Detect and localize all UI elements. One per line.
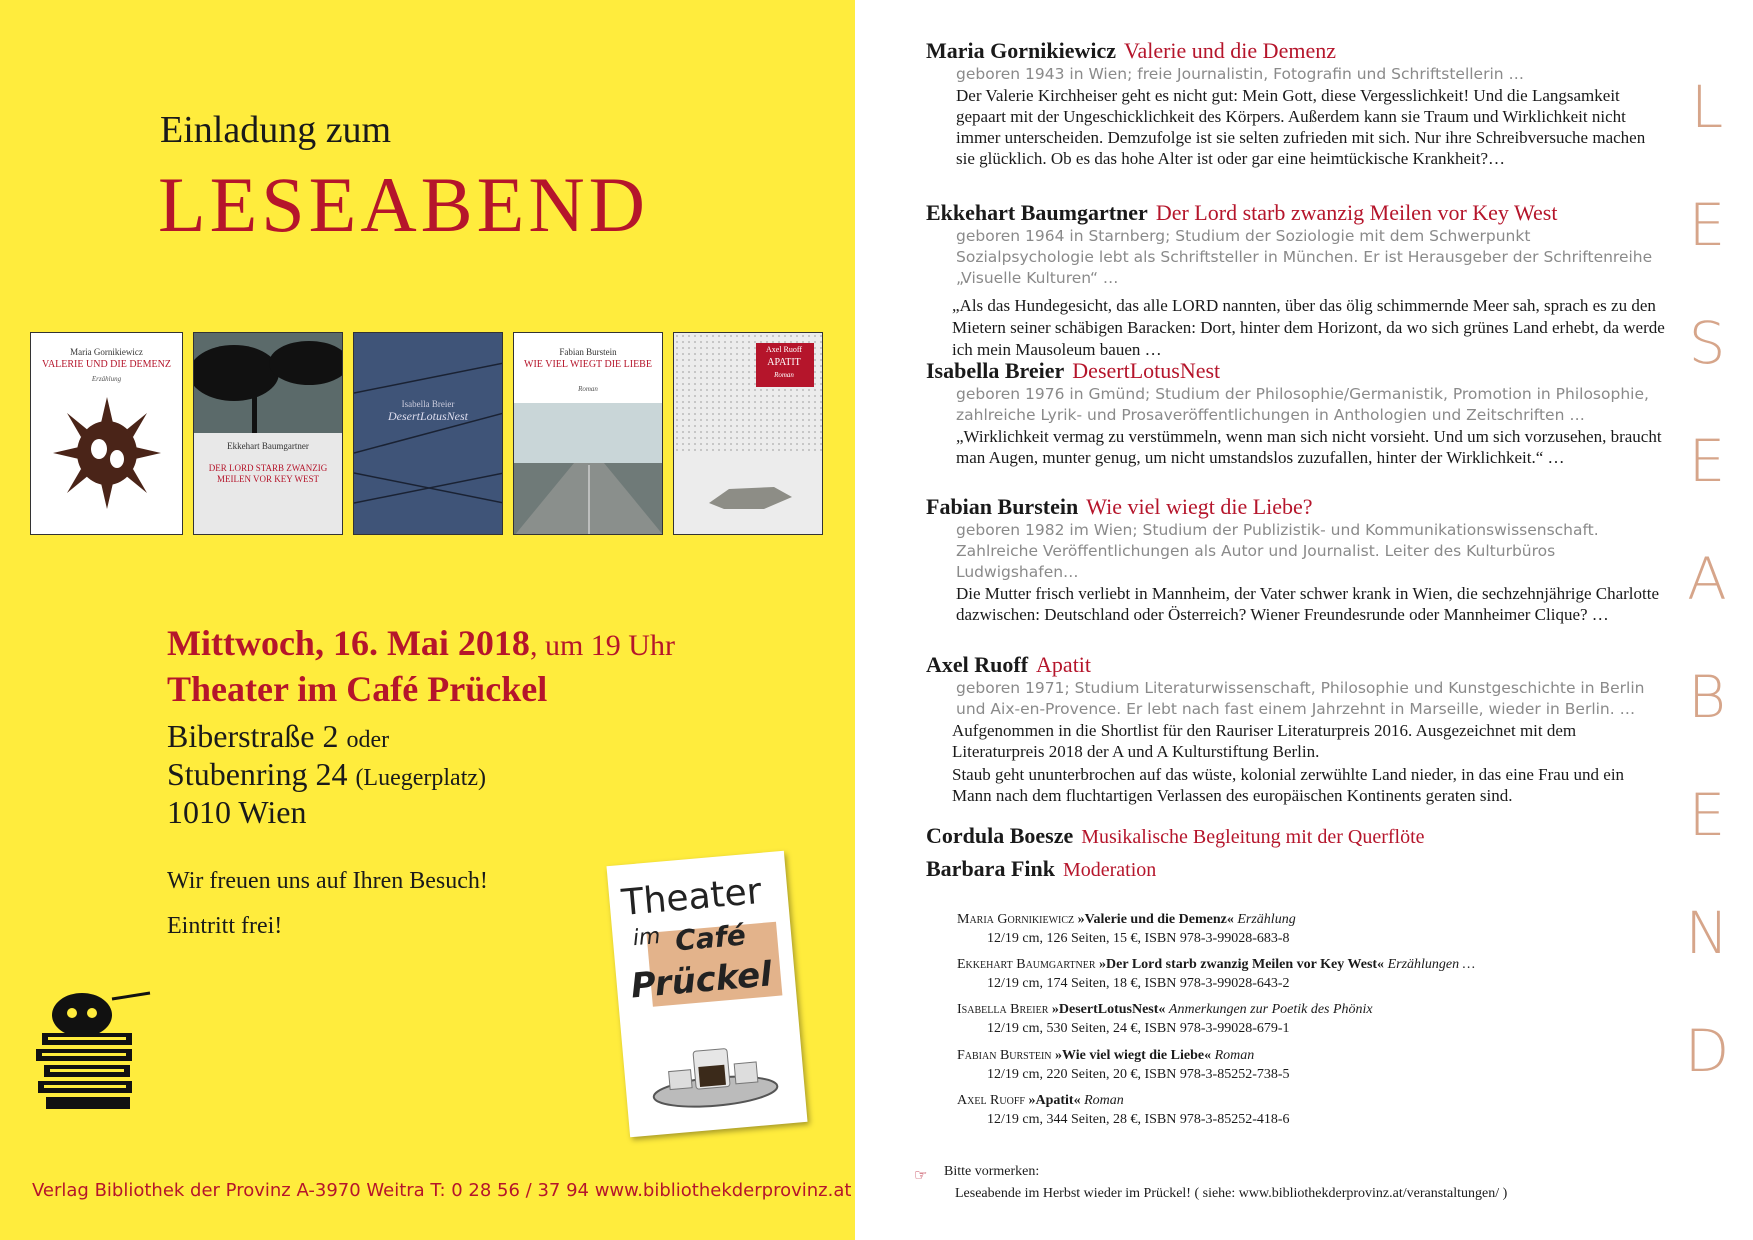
reader-bio: geboren 1964 in Starnberg; Studium der Soziologie mit dem Schwerpunkt Sozialpsychologie lebt als Schriftsteller in München. Er ist Herausgeber der Schriftenreihe „Visuelle Kulturen“ … — [956, 227, 1653, 287]
cover-author: Maria Gornikiewicz — [70, 347, 143, 357]
book-covers — [30, 332, 855, 537]
entry-text: Eintritt frei! — [167, 913, 283, 939]
logo-im: im — [631, 923, 662, 952]
bib-details: 12/19 cm, 174 Seiten, 18 €, ISBN 978-3-99028-643-2 — [987, 976, 1290, 991]
participant-heading — [926, 856, 1666, 882]
note-text: Leseabende im Herbst wieder im Prückel! ( siehe: www.bibliothekderprovinz.at/veranstaltungen/ ) — [955, 1186, 1508, 1201]
publisher-footer: Verlag Bibliothek der Provinz A-3970 Weitra T: 0 28 56 / 37 94 www.bibliothekderprovinz.at — [32, 1180, 852, 1201]
book-cover-5 — [673, 332, 823, 535]
reader-bio: geboren 1976 in Gmünd; Studium der Philosophie/Germanistik, Promotion in Philosophie, zahlreiche Lyrik- und Prosaveröffentlichungen in Anthologien und Zeitschriften … — [956, 385, 1649, 424]
invitation-panel — [0, 0, 855, 1240]
participant-1 — [926, 823, 1666, 849]
bib-title: »Der Lord starb zwanzig Meilen vor Key West« — [1099, 957, 1385, 972]
reader-excerpt: Staub geht ununterbrochen auf das wüste, kolonial zerwühlte Land nieder, in das eine Frau und ein Mann nach dem fluchtartigen Verlassen des europäischen Kontinents geraten sind. — [952, 765, 1625, 805]
participant-role: Moderation — [1062, 859, 1157, 881]
reader-bio: geboren 1943 in Wien; freie Journalistin, Fotografin und Schriftstellerin … — [956, 65, 1525, 83]
cover-subtitle: Roman — [578, 385, 598, 393]
bib-title: »Valerie und die Demenz« — [1077, 912, 1234, 927]
event-time: , um 19 Uhr — [529, 629, 675, 662]
road-illustration — [514, 403, 663, 535]
vertical-letter: E — [1688, 427, 1726, 495]
event-venue: Theater im Café Prückel — [167, 669, 548, 709]
reader-heading — [926, 652, 1666, 678]
reader-entry-4 — [926, 494, 1666, 625]
bib-details: 12/19 cm, 344 Seiten, 28 €, ISBN 978-3-85252-418-6 — [987, 1112, 1290, 1127]
reader-book-title: DesertLotusNest — [1072, 358, 1221, 383]
reader-author: Axel Ruoff — [926, 652, 1029, 677]
reader-author: Isabella Breier — [926, 358, 1065, 383]
book-cover-2 — [193, 332, 343, 535]
vertical-letter: N — [1685, 899, 1729, 967]
welcome-text: Wir freuen uns auf Ihren Besuch! — [167, 868, 488, 894]
reader-author: Fabian Burstein — [926, 494, 1079, 519]
bib-details: 12/19 cm, 220 Seiten, 20 €, ISBN 978-3-85252-738-5 — [987, 1067, 1290, 1082]
reader-excerpt: „Als das Hundegesicht, das alle LORD nannten, über das ölig schimmernde Meer sah, sprach es zu den Mietern seiner schäbigen Baracken: Dort, hinter dem Horizont, da wo sich grünes Land erhebt, da werde ich mein Mausoleum bauen … — [952, 296, 1665, 359]
address-line-1 — [167, 718, 389, 755]
bib-genre: Roman — [1214, 1048, 1255, 1063]
cover-title: VALERIE UND DIE DEMENZ — [42, 359, 171, 370]
bibliography-item — [957, 910, 1577, 948]
participant-2 — [926, 856, 1666, 882]
bib-genre: Erzählungen … — [1387, 957, 1476, 972]
book-stack-mascot-icon — [22, 985, 152, 1115]
reader-book-title: Apatit — [1036, 652, 1092, 677]
reader-entry-2 — [926, 200, 1666, 361]
bib-genre: Anmerkungen zur Poetik des Phönix — [1168, 1002, 1373, 1017]
reader-author: Maria Gornikiewicz — [926, 38, 1117, 63]
cover-title: WIE VIEL WIEGT DIE LIEBE — [524, 359, 652, 370]
participant-name: Barbara Fink — [926, 856, 1055, 881]
reader-heading — [926, 494, 1666, 520]
vertical-letter: E — [1688, 191, 1726, 259]
bib-title: »Apatit« — [1028, 1093, 1081, 1108]
bib-title: »DesertLotusNest« — [1051, 1002, 1166, 1017]
reader-heading — [926, 358, 1666, 384]
bibliography-item — [957, 955, 1577, 993]
reader-heading — [926, 38, 1666, 64]
tree-silhouette — [194, 333, 343, 433]
participant-role: Musikalische Begleitung mit der Querflöte — [1081, 826, 1425, 848]
reader-bio: geboren 1982 im Wien; Studium der Publizistik- und Kommunikationswissenschaft. Zahlreiche Veröffentlichungen als Autor und Journalist. Leiter des Kulturbüros Ludwigshafen… — [956, 521, 1599, 581]
bibliography-heading — [957, 910, 1577, 929]
bib-author: Axel Ruoff — [957, 1093, 1025, 1108]
reader-excerpt: Der Valerie Kirchheiser geht es nicht gut: Mein Gott, diese Vergesslichkeit! Und die Langsamkeit gepaart mit der Ungeschicklichkeit des Körpers. Außerdem kann sie Traum und Wirklichkeit nicht immer unterscheiden. Demzufolge ist sie selten zufrieden mit sich. Nur ihre Schreibversuche machen sie glücklich. Ob es das hohe Alter ist oder gar eine heimtückische Krankheit?… — [956, 86, 1646, 168]
vertical-letter: D — [1684, 1017, 1730, 1085]
participant-heading — [926, 823, 1666, 849]
reader-book-title: Wie viel wiegt die Liebe? — [1086, 494, 1313, 519]
reader-bio: geboren 1971; Studium Literaturwissenschaft, Philosophie und Kunstgeschichte in Berlin und Aix-en-Provence. Er lebt nach fast einem Jahrzehnt in Marseille, wieder in Berlin. … — [956, 679, 1645, 718]
bibliography-heading — [957, 1000, 1577, 1019]
reader-book-title: Der Lord starb zwanzig Meilen vor Key West — [1155, 200, 1558, 225]
cover-subtitle: Erzählung — [91, 375, 122, 383]
note-heading: Bitte vormerken: — [944, 1164, 1040, 1179]
logo-cafe: Café — [673, 918, 748, 958]
participant-name: Cordula Boesze — [926, 823, 1074, 848]
address-line-2 — [167, 756, 486, 793]
bib-details: 12/19 cm, 126 Seiten, 15 €, ISBN 978-3-99028-683-8 — [987, 931, 1290, 946]
vertical-letter: B — [1688, 663, 1726, 731]
vertical-letter: L — [1690, 73, 1724, 141]
cover-author: Fabian Burstein — [559, 347, 617, 357]
address-street-2: Stubenring 24 — [167, 756, 348, 792]
logo-theater: Theater — [620, 870, 764, 925]
book-cover-3 — [353, 332, 503, 535]
vertical-letter: E — [1688, 781, 1726, 849]
reader-excerpt: „Wirklichkeit vermag zu verstümmeln, wenn man sich nicht vorsieht. Und um sich vorzusehen, braucht man Augen, munter genug, um nicht umstandslos zuzufallen, hinter der Wirklichkeit.“ … — [956, 427, 1662, 467]
reader-entry-1 — [926, 38, 1666, 169]
cover-title: APATIT — [767, 357, 801, 368]
stone-illustration — [704, 483, 794, 513]
reader-award: Aufgenommen in die Shortlist für den Rauriser Literaturpreis 2016. Ausgezeichnet mit dem Literaturpreis 2018 der A und A Kulturstiftung Berlin. — [952, 721, 1577, 761]
bibliography-item — [957, 1000, 1577, 1038]
address-city: 1010 Wien — [167, 794, 307, 830]
cover-author: Axel Ruoff — [765, 345, 803, 354]
cover-author: Isabella Breier — [401, 399, 455, 409]
reader-author: Ekkehart Baumgartner — [926, 200, 1148, 225]
bib-genre: Roman — [1084, 1093, 1124, 1108]
bib-genre: Erzählung — [1237, 912, 1296, 927]
bibliography-item — [957, 1091, 1577, 1129]
book-cover-1 — [30, 332, 183, 535]
reader-book-title: Valerie und die Demenz — [1124, 38, 1336, 63]
cover-title: DER LORD STARB ZWANZIG MEILEN VOR KEY WEST — [208, 463, 328, 484]
address-street-1: Biberstraße 2 — [167, 718, 339, 754]
event-date-text: Mittwoch, 16. Mai 2018 — [167, 623, 530, 663]
pointing-hand-icon: ☞ — [914, 1168, 928, 1184]
event-date — [167, 622, 675, 664]
reader-entry-3 — [926, 358, 1666, 468]
book-cover-4 — [513, 332, 663, 535]
invitation-intro: Einladung zum — [160, 109, 392, 151]
cover-subtitle: Roman — [774, 371, 794, 379]
bib-author: Isabella Breier — [957, 1002, 1049, 1017]
vertical-letter: S — [1688, 309, 1726, 377]
bibliography-heading — [957, 955, 1577, 974]
bibliography-heading — [957, 1046, 1577, 1065]
theater-logo-card — [606, 851, 807, 1137]
cover-author: Ekkehart Baumgartner — [227, 441, 309, 451]
bib-author: Ekkehart Baumgartner — [957, 957, 1096, 972]
coffee-tray-icon — [645, 1024, 781, 1115]
bib-author: Fabian Burstein — [957, 1048, 1052, 1063]
sun-illustration — [49, 393, 165, 513]
vertical-title — [1672, 48, 1742, 1110]
bibliography-heading — [957, 1091, 1577, 1110]
reader-excerpt: Die Mutter frisch verliebt in Mannheim, der Vater schwer krank in Wien, die sechzehnjährige Charlotte dazwischen: Deutschland oder Österreich? Wiener Freundesrunde oder Mannheimer Clique? … — [956, 584, 1660, 624]
wires-illustration — [354, 333, 503, 535]
bib-title: »Wie viel wiegt die Liebe« — [1055, 1048, 1212, 1063]
cover-title: DesertLotusNest — [387, 409, 468, 423]
bib-details: 12/19 cm, 530 Seiten, 24 €, ISBN 978-3-99028-679-1 — [987, 1021, 1290, 1036]
address-conjunction: oder — [346, 727, 390, 753]
vertical-letter: A — [1687, 545, 1727, 613]
logo-pruckel: Prückel — [629, 954, 774, 1007]
bibliography-item — [957, 1046, 1577, 1084]
reader-entry-5 — [926, 652, 1666, 806]
address-landmark: (Luegerplatz) — [355, 765, 487, 791]
reader-heading — [926, 200, 1666, 226]
bib-author: Maria Gornikiewicz — [957, 912, 1075, 927]
invitation-title: LESEABEND — [158, 161, 649, 248]
